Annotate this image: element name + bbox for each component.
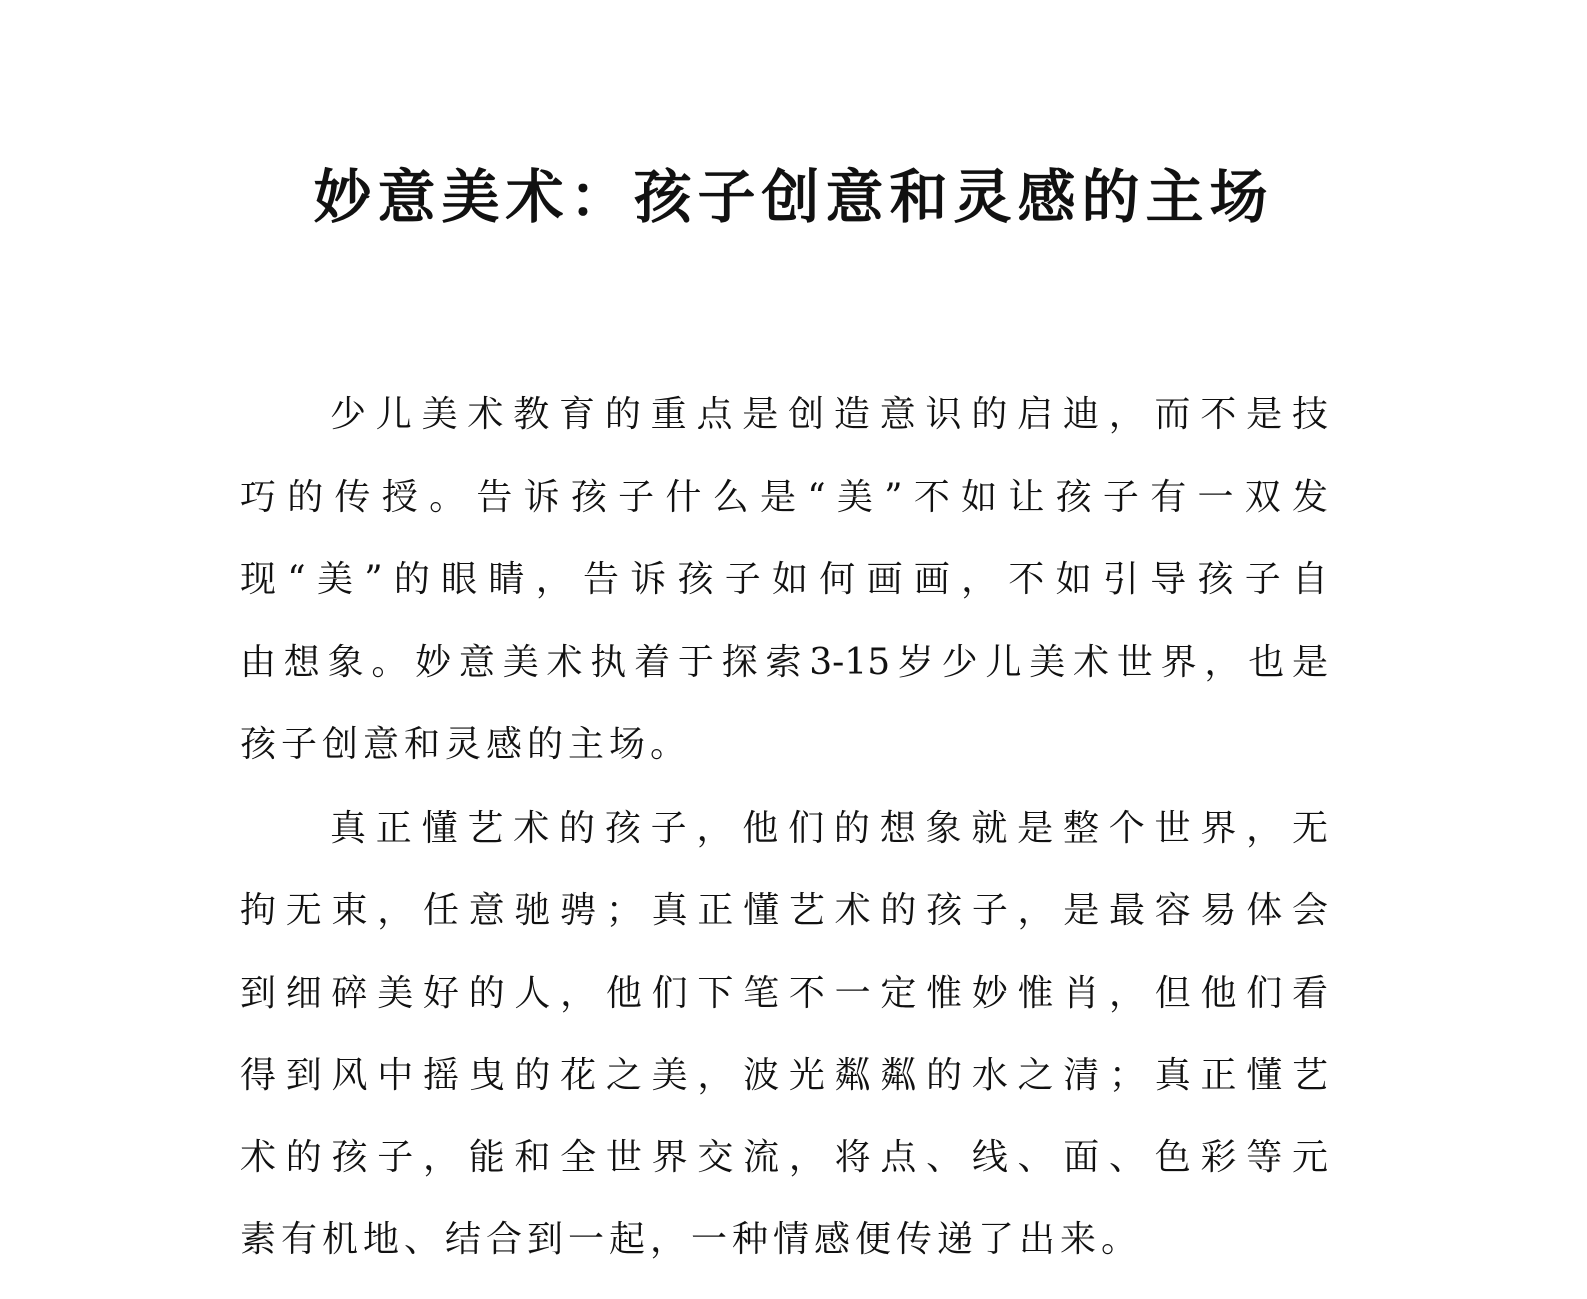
paragraph-line: 由想象。妙意美术执着于探索3-15岁少儿美术世界，也是 — [240, 642, 1328, 683]
paragraph-line: 孩子创意和灵感的主场。 — [240, 724, 692, 765]
paragraph-line: 得到风中摇曳的花之美，波光粼粼的水之清；真正懂艺 — [240, 1055, 1328, 1096]
paragraph-line: 拘无束，任意驰骋；真正懂艺术的孩子，是最容易体会 — [240, 890, 1328, 931]
paragraph-line: 术的孩子，能和全世界交流，将点、线、面、色彩等元 — [240, 1137, 1328, 1178]
paragraph-line: 现“美”的眼睛，告诉孩子如何画画，不如引导孩子自 — [240, 559, 1328, 600]
document-title: 妙意美术：孩子创意和灵感的主场 — [313, 163, 1274, 231]
paragraph-line: 少儿美术教育的重点是创造意识的启迪，而不是技 — [330, 394, 1328, 435]
paragraph-line: 素有机地、结合到一起，一种情感便传递了出来。 — [240, 1219, 1143, 1260]
paragraph-line: 巧的传授。告诉孩子什么是“美”不如让孩子有一双发 — [240, 477, 1328, 518]
paragraph-line: 到细碎美好的人，他们下笔不一定惟妙惟肖，但他们看 — [240, 973, 1328, 1014]
paragraph-line: 真正懂艺术的孩子，他们的想象就是整个世界，无 — [330, 808, 1328, 849]
